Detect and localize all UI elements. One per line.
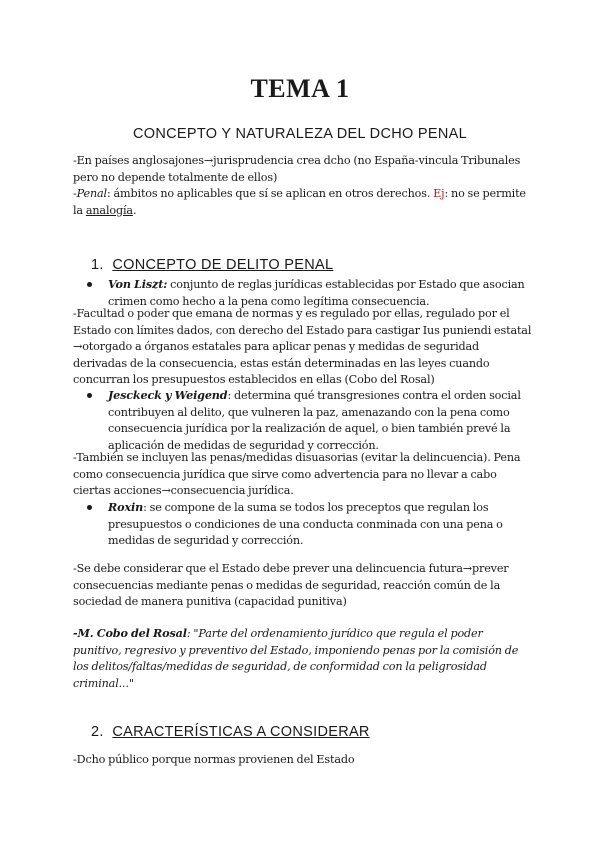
quote-cobo-del-rosal	[73, 625, 533, 692]
section-1-number: 1.	[91, 257, 104, 273]
author-roxin: Roxin	[108, 500, 144, 514]
bullet-dot	[87, 505, 92, 510]
page-subtitle: CONCEPTO Y NATURALEZA DEL DCHO PENAL	[133, 126, 467, 142]
section-1-paragraph-1: -Facultad o poder que emana de normas y es regulado por ellas, regulado por el Estado con límites dados, con derecho del Estado para castigar Ius puniendi estatal →otorgado a órganos estatales para aplicar penas y medidas de seguridad derivadas de la consecuencia, estas están determinadas en las leyes cuando concurran los presupuestos establecidos en ellas (Cobo del Rosal)	[73, 307, 532, 387]
example-label: Ej	[433, 187, 445, 200]
quote-text: : "Parte del ordenamiento jurídico que regula el poder punitivo, regresivo y preventivo del Estado, imponiendo penas por la comisión de los delitos/faltas/medidas de seguridad, de conformidad con la peligrosidad criminal..."	[73, 627, 519, 690]
bullet-jesckeck-weigend	[87, 387, 527, 455]
section-2-number: 2.	[91, 724, 104, 740]
author-von-liszt: Von Liszt:	[108, 277, 168, 291]
intro-p2-term: Penal	[76, 187, 107, 200]
bullet-roxin	[87, 499, 527, 549]
bullet-von-liszt	[87, 276, 527, 310]
author-jesckeck-weigend: Jesckeck y Weigend	[108, 388, 228, 402]
page-title: TEMA 1	[250, 74, 350, 103]
analogia-link[interactable]: analogía	[85, 203, 133, 217]
author-cobo-del-rosal: -M. Cobo del Rosal	[73, 626, 187, 640]
section-1-title: CONCEPTO DE DELITO PENAL	[112, 257, 334, 273]
section-2-heading	[91, 724, 370, 740]
section-2-title: CARACTERÍSTICAS A CONSIDERAR	[112, 724, 370, 740]
intro-paragraph-1: -En países anglosajones→jurisprudencia crea dcho (no España-vincula Tribunales pero no depende totalmente de ellos)	[73, 154, 521, 184]
section-1-paragraph-2: -También se incluyen las penas/medidas disuasorias (evitar la delincuencia). Pena como consecuencia jurídica que sirve como advertencia para no llevar a cabo ciertas acciones→consecuencia jurídica.	[73, 451, 521, 498]
section-1-paragraph-3: -Se debe considerar que el Estado debe prever una delincuencia futura→prever consecuencias mediante penas o medidas de seguridad, reacción común de la sociedad de manera punitiva (capacidad punitiva)	[73, 562, 509, 609]
bullet-1-text: conjunto de reglas jurídicas establecidas por Estado que asocian crimen como hecho a la pena como legítima consecuencia.	[108, 278, 525, 308]
bullet-2-text: : determina qué transgresiones contra el orden social contribuyen al delito, que vulneren la paz, amenazando con la pena como consecuencia jurídica por la realización de aquel, o bien también prevé la aplicación de medidas de seguridad y corrección.	[108, 389, 521, 452]
bullet-dot	[87, 282, 92, 287]
section-2-paragraph-1: -Dcho público porque normas provienen del Estado	[73, 753, 355, 766]
intro-p2-prefix: -	[73, 187, 77, 200]
bullet-dot	[87, 393, 92, 398]
intro-p2-text: : ámbitos no aplicables que sí se aplican en otros derechos.	[107, 187, 434, 200]
section-1-heading	[91, 257, 333, 273]
intro-paragraph-2	[73, 186, 533, 219]
bullet-3-text: : se compone de la suma se todos los preceptos que regulan los presupuestos o condiciones de una conducta conminada con una pena o medidas de seguridad y corrección.	[108, 501, 503, 548]
intro-p2-end: .	[132, 203, 137, 217]
intro-p2-rest: : no se permite la	[73, 187, 526, 217]
